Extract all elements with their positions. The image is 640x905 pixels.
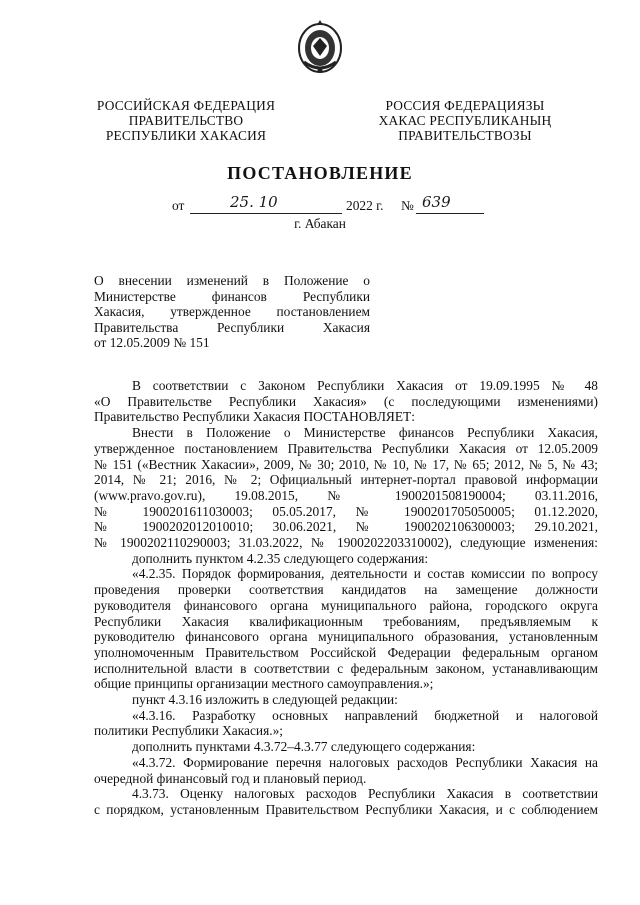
body-line: очередной финансовый год и плановый период.: [94, 770, 367, 786]
subject-line: Хакасия, утвержденное постановлением: [94, 304, 370, 320]
body-line: общие принципы организации местного самоуправления.»;: [94, 676, 434, 692]
body-line: руководителю финансового органа муниципального образования, установленным: [94, 629, 598, 645]
subject-block: [94, 273, 370, 351]
header-left-line: ПРАВИТЕЛЬСТВО: [128, 113, 244, 128]
body-line: № 1900202110290003; 31.03.2022, № 1900202203310002), следующие изменения:: [94, 535, 598, 551]
header-left-line: РОССИЙСКАЯ ФЕДЕРАЦИЯ: [96, 98, 276, 113]
body-line: «О Правительстве Республики Хакасия» (с последующими изменениями): [94, 393, 598, 409]
number-sign: №: [401, 198, 414, 213]
header-left-block: [86, 98, 286, 143]
body-line: дополнить пунктом 4.2.35 следующего содержания:: [132, 550, 429, 566]
header-right-block: [368, 98, 562, 143]
body-line: 4.3.73. Оценку налоговых расходов Республики Хакасия в соответствии: [132, 786, 598, 802]
header-right-line: ХАКАС РЕСПУБЛИКАНЫҢ: [378, 113, 552, 128]
date-number-line: [172, 193, 492, 216]
body-line: В соответствии с Законом Республики Хакасия от 19.09.1995 № 48: [132, 378, 598, 393]
document-title: ПОСТАНОВЛЕНИЕ: [227, 163, 413, 183]
subject-line: О внесении изменений в Положение о: [94, 273, 370, 288]
header-right-line: РОССИЯ ФЕДЕРАЦИЯЗЫ: [385, 98, 545, 113]
header-left-line: РЕСПУБЛИКИ ХАКАСИЯ: [105, 128, 267, 143]
body-line: Внести в Положение о Министерстве финансов Республики Хакасия,: [132, 425, 598, 441]
body-line: Республики Хакасия квалификационным требованиям, предъявляемым к: [94, 613, 598, 629]
body-line: утвержденное постановлением Правительства Республики Хакасия от 12.05.2009: [94, 440, 598, 456]
subject-line: Министерстве финансов Республики: [94, 288, 370, 304]
body-line: 2014, № 21; 2016, № 2; Официальный интернет-портал правовой информации: [94, 472, 598, 488]
body-line: «4.2.35. Порядок формирования, деятельности и состав комиссии по вопросу: [132, 566, 598, 582]
body-line: политики Республики Хакасия.»;: [94, 723, 283, 739]
city-label: г. Абакан: [294, 216, 346, 231]
body-line: Правительство Республики Хакасия ПОСТАНОВЛЯЕТ:: [94, 409, 415, 425]
from-label: от: [172, 198, 185, 213]
body-line: (www.pravo.gov.ru), 19.08.2015, № 1900201508190004; 03.11.2016,: [94, 487, 598, 503]
subject-line: от 12.05.2009 № 151: [94, 335, 210, 351]
number-underline: [416, 213, 484, 214]
document-body: [94, 378, 598, 818]
body-line: дополнить пунктами 4.3.72–4.3.77 следующего содержания:: [132, 739, 476, 755]
body-line: с порядком, установленным Правительством Республики Хакасия, и с соблюдением: [94, 801, 598, 817]
body-line: № 1900201611030003; 05.05.2017, № 1900201705050005; 01.12.2020,: [94, 503, 598, 519]
year-text: 2022 г.: [346, 198, 384, 213]
date-underline: [190, 213, 342, 214]
header-right-line: ПРАВИТЕЛЬСТВОЗЫ: [398, 128, 532, 143]
body-line: проведения проверки соответствия кандидатов на замещение должности: [94, 582, 598, 598]
body-line: уполномоченным Правительством Российской Федерации федеральным органом: [94, 644, 598, 660]
body-line: «4.3.72. Формирование перечня налоговых расходов Республики Хакасия на: [132, 754, 598, 770]
body-line: пункт 4.3.16 изложить в следующей редакции:: [132, 692, 398, 708]
subject-line: Правительства Республики Хакасия: [94, 319, 370, 335]
body-line: исполнительной власти в соответствии с федеральным законом, устанавливающим: [94, 660, 598, 676]
body-line: № 151 («Вестник Хакасии», 2009, № 30; 2010, № 10, № 17, № 65; 2012, № 5, № 43;: [94, 456, 598, 472]
handwritten-number: 639: [422, 193, 451, 211]
body-line: руководителя финансового органа муниципального района, городского округа: [94, 597, 598, 613]
handwritten-date: 25. 10: [230, 193, 278, 211]
body-line: № 1900202012010010; 30.06.2021, № 1900202106300003; 29.10.2021,: [94, 519, 598, 535]
coat-of-arms-emblem: [296, 18, 344, 76]
body-line: «4.3.16. Разработку основных направлений бюджетной и налоговой: [132, 707, 598, 723]
